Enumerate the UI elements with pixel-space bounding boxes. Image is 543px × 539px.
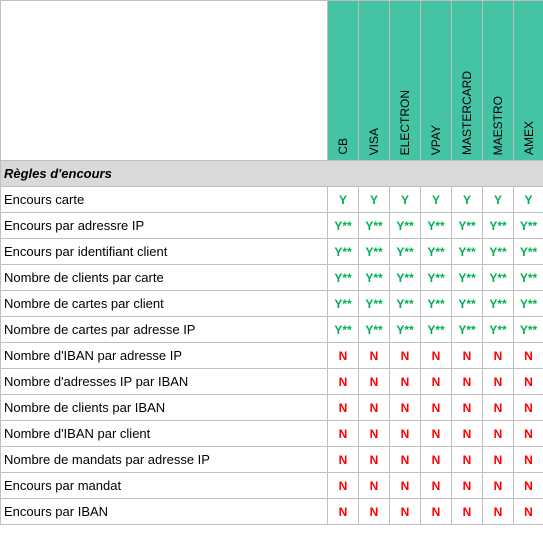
value-cell[interactable]: Y** (390, 265, 421, 291)
section-title[interactable]: Règles d'encours (1, 161, 543, 187)
value-cell[interactable]: Y (390, 187, 421, 213)
value-cell[interactable]: N (390, 499, 421, 525)
value-cell[interactable]: Y** (452, 317, 483, 343)
value-cell[interactable]: N (328, 369, 359, 395)
row-label[interactable]: Encours par mandat (1, 473, 328, 499)
value-cell[interactable]: N (514, 395, 543, 421)
value-cell[interactable]: Y** (328, 213, 359, 239)
value-cell[interactable]: Y** (421, 291, 452, 317)
value-cell[interactable]: N (483, 395, 514, 421)
column-header-vpay[interactable] (421, 1, 452, 161)
column-header-label: VISA (367, 127, 381, 155)
value-cell[interactable]: N (421, 447, 452, 473)
value-cell[interactable]: N (483, 343, 514, 369)
table-row (1, 187, 543, 213)
value-cell[interactable]: Y** (483, 291, 514, 317)
value-cell[interactable]: N (359, 499, 390, 525)
value-cell[interactable]: N (328, 395, 359, 421)
value-cell[interactable]: Y** (452, 239, 483, 265)
column-header-visa[interactable] (359, 1, 390, 161)
value-cell[interactable]: N (452, 343, 483, 369)
row-label[interactable]: Nombre de cartes par adresse IP (1, 317, 328, 343)
table-row (1, 473, 543, 499)
value-cell[interactable]: N (514, 499, 543, 525)
row-label[interactable]: Nombre de mandats par adresse IP (1, 447, 328, 473)
value-cell[interactable]: N (514, 421, 543, 447)
value-cell[interactable]: N (452, 447, 483, 473)
value-cell[interactable]: N (452, 395, 483, 421)
value-cell[interactable]: Y** (328, 317, 359, 343)
value-cell[interactable]: Y** (390, 317, 421, 343)
value-cell[interactable]: N (328, 447, 359, 473)
table-row (1, 499, 543, 525)
value-cell[interactable]: Y** (514, 265, 543, 291)
section-row (1, 161, 543, 187)
value-cell[interactable]: Y** (483, 265, 514, 291)
column-header-amex[interactable] (514, 1, 543, 161)
value-cell[interactable]: N (452, 499, 483, 525)
value-cell[interactable]: N (421, 499, 452, 525)
value-cell[interactable]: N (359, 421, 390, 447)
column-header-label: MAESTRO (491, 95, 505, 155)
row-label[interactable]: Encours par IBAN (1, 499, 328, 525)
value-cell[interactable]: Y (452, 187, 483, 213)
column-header-electron[interactable] (390, 1, 421, 161)
row-label[interactable]: Nombre d'adresses IP par IBAN (1, 369, 328, 395)
value-cell[interactable]: N (359, 473, 390, 499)
value-cell[interactable]: Y** (359, 291, 390, 317)
table-row (1, 343, 543, 369)
value-cell[interactable]: Y** (452, 291, 483, 317)
column-header-label: CB (336, 138, 350, 155)
value-cell[interactable]: N (328, 343, 359, 369)
table-row (1, 317, 543, 343)
row-label[interactable]: Encours par identifiant client (1, 239, 328, 265)
column-header-cb[interactable] (328, 1, 359, 161)
value-cell[interactable]: Y** (514, 291, 543, 317)
value-cell[interactable]: N (359, 447, 390, 473)
value-cell[interactable]: N (328, 421, 359, 447)
value-cell[interactable]: N (514, 343, 543, 369)
value-cell[interactable]: N (421, 395, 452, 421)
value-cell[interactable]: Y** (421, 265, 452, 291)
value-cell[interactable]: Y** (514, 239, 543, 265)
value-cell[interactable]: Y (421, 187, 452, 213)
value-cell[interactable]: Y (328, 187, 359, 213)
value-cell[interactable]: Y** (359, 317, 390, 343)
table-row (1, 421, 543, 447)
value-cell[interactable]: Y** (452, 213, 483, 239)
value-cell[interactable]: Y** (390, 291, 421, 317)
value-cell[interactable]: Y (514, 187, 543, 213)
value-cell[interactable]: N (359, 395, 390, 421)
value-cell[interactable]: N (483, 369, 514, 395)
value-cell[interactable]: N (421, 421, 452, 447)
table-row (1, 265, 543, 291)
value-cell[interactable]: Y** (514, 317, 543, 343)
value-cell[interactable]: Y** (514, 213, 543, 239)
column-header-label: ELECTRON (398, 89, 412, 155)
value-cell[interactable]: Y** (359, 265, 390, 291)
column-header-label: VPAY (429, 124, 443, 155)
value-cell[interactable]: N (390, 343, 421, 369)
value-cell[interactable]: N (452, 369, 483, 395)
column-header-label: AMEX (522, 120, 536, 155)
value-cell[interactable]: Y** (421, 213, 452, 239)
value-cell[interactable]: Y** (421, 317, 452, 343)
table-body (1, 161, 543, 525)
value-cell[interactable]: N (359, 369, 390, 395)
value-cell[interactable]: Y** (483, 213, 514, 239)
value-cell[interactable]: N (514, 369, 543, 395)
value-cell[interactable]: N (514, 447, 543, 473)
value-cell[interactable]: Y (483, 187, 514, 213)
value-cell[interactable]: N (421, 369, 452, 395)
value-cell[interactable]: N (514, 473, 543, 499)
column-header-mastercard[interactable] (452, 1, 483, 161)
row-label[interactable]: Nombre d'IBAN par client (1, 421, 328, 447)
value-cell[interactable]: N (483, 499, 514, 525)
value-cell[interactable]: N (483, 421, 514, 447)
value-cell[interactable]: Y** (390, 213, 421, 239)
value-cell[interactable]: N (483, 447, 514, 473)
row-label[interactable]: Encours carte (1, 187, 328, 213)
row-label[interactable]: Encours par adressre IP (1, 213, 328, 239)
column-header-maestro[interactable] (483, 1, 514, 161)
table-row (1, 369, 543, 395)
value-cell[interactable]: Y** (483, 239, 514, 265)
value-cell[interactable]: N (390, 369, 421, 395)
value-cell[interactable]: Y** (483, 317, 514, 343)
header-corner-cell (1, 1, 328, 161)
value-cell[interactable]: Y** (390, 239, 421, 265)
value-cell[interactable]: Y** (328, 291, 359, 317)
row-label[interactable]: Nombre de cartes par client (1, 291, 328, 317)
value-cell[interactable]: N (328, 499, 359, 525)
column-header-label: MASTERCARD (460, 70, 474, 155)
value-cell[interactable]: N (390, 395, 421, 421)
value-cell[interactable]: N (452, 421, 483, 447)
value-cell[interactable]: Y** (328, 239, 359, 265)
value-cell[interactable]: N (390, 421, 421, 447)
value-cell[interactable]: N (421, 343, 452, 369)
value-cell[interactable]: Y** (359, 213, 390, 239)
table-row (1, 447, 543, 473)
value-cell[interactable]: N (483, 473, 514, 499)
value-cell[interactable]: N (421, 473, 452, 499)
value-cell[interactable]: N (390, 473, 421, 499)
row-label[interactable]: Nombre de clients par carte (1, 265, 328, 291)
row-label[interactable]: Nombre d'IBAN par adresse IP (1, 343, 328, 369)
row-label[interactable]: Nombre de clients par IBAN (1, 395, 328, 421)
value-cell[interactable]: Y (359, 187, 390, 213)
value-cell[interactable]: Y** (421, 239, 452, 265)
value-cell[interactable]: N (328, 473, 359, 499)
value-cell[interactable]: Y** (328, 265, 359, 291)
value-cell[interactable]: N (452, 473, 483, 499)
value-cell[interactable]: N (359, 343, 390, 369)
table-row (1, 213, 543, 239)
table-row (1, 395, 543, 421)
value-cell[interactable]: Y** (452, 265, 483, 291)
value-cell[interactable]: N (390, 447, 421, 473)
table-row (1, 291, 543, 317)
header-row (1, 1, 543, 161)
table-row (1, 239, 543, 265)
value-cell[interactable]: Y** (359, 239, 390, 265)
